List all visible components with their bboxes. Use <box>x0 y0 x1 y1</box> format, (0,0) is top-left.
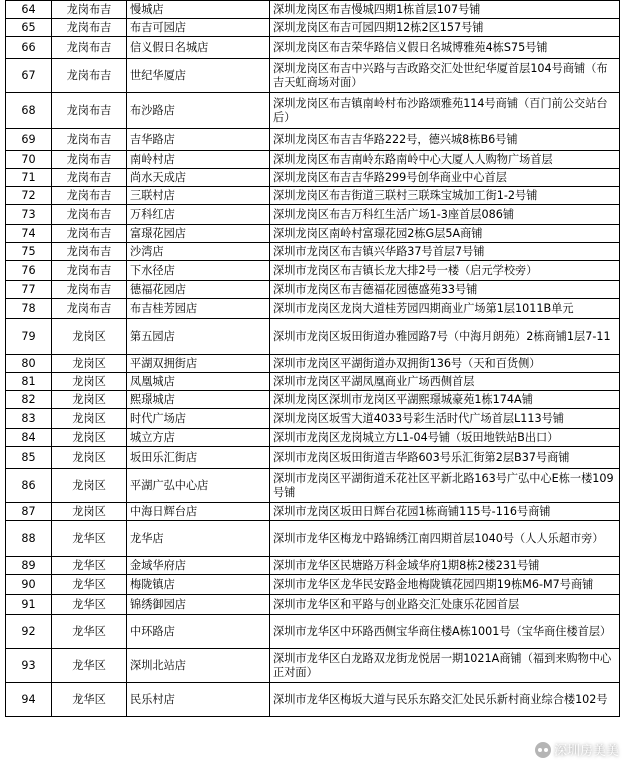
row-address: 深圳龙岗区布吉荣华路信义假日名城博雅苑4栋S75号铺 <box>270 37 620 59</box>
table-row <box>6 615 620 649</box>
table-row <box>6 595 620 615</box>
row-address: 深圳市龙华区龙华民安路金地梅陇镇花园四期19栋M6-M7号商铺 <box>270 575 620 595</box>
row-store-name: 熙璟城店 <box>127 391 270 409</box>
row-area: 龙岗区 <box>52 409 127 429</box>
row-address: 深圳市龙华区民塘路万科金域华府1期8栋2楼231号铺 <box>270 557 620 575</box>
row-number: 75 <box>6 243 52 261</box>
row-area: 龙岗布吉 <box>52 205 127 225</box>
row-address: 深圳市龙岗区龙岗大道桂芳园四期商业广场第1层1011B单元 <box>270 299 620 319</box>
watermark-text: 深圳房美美 <box>553 744 619 759</box>
row-address: 深圳市龙岗区龙岗城立方L1-04号铺（坂田地铁站B出口） <box>270 429 620 447</box>
row-area: 龙岗区 <box>52 373 127 391</box>
table-row <box>6 373 620 391</box>
row-address: 深圳市龙岗区布吉德福花园德盛苑33号铺 <box>270 281 620 299</box>
table-row <box>6 187 620 205</box>
table-row <box>6 429 620 447</box>
row-number: 66 <box>6 37 52 59</box>
table-row <box>6 575 620 595</box>
table-row <box>6 521 620 557</box>
row-area: 龙华区 <box>52 615 127 649</box>
row-area: 龙岗布吉 <box>52 299 127 319</box>
row-store-name: 布吉可园店 <box>127 19 270 37</box>
row-store-name: 金域华府店 <box>127 557 270 575</box>
row-number: 86 <box>6 469 52 503</box>
row-number: 89 <box>6 557 52 575</box>
row-area: 龙岗布吉 <box>52 187 127 205</box>
row-address: 深圳龙岗区布吉吉华路299号创华商业中心首层 <box>270 169 620 187</box>
row-area: 龙岗区 <box>52 469 127 503</box>
row-number: 88 <box>6 521 52 557</box>
row-area: 龙岗区 <box>52 429 127 447</box>
table-row <box>6 299 620 319</box>
table-row <box>6 261 620 281</box>
store-table-body <box>6 1 620 717</box>
table-row <box>6 93 620 129</box>
row-address: 深圳市龙岗区平湖街道禾花社区平新北路163号广弘中心E栋一楼109号铺 <box>270 469 620 503</box>
row-number: 74 <box>6 225 52 243</box>
row-number: 69 <box>6 129 52 151</box>
row-area: 龙华区 <box>52 521 127 557</box>
row-number: 67 <box>6 59 52 93</box>
table-row <box>6 391 620 409</box>
row-address: 深圳市龙岗区坂田日辉台花园1栋商铺115号-116号商铺 <box>270 503 620 521</box>
table-row <box>6 151 620 169</box>
row-store-name: 德福花园店 <box>127 281 270 299</box>
row-address: 深圳龙岗区布吉南岭东路南岭中心大厦人人购物广场首层 <box>270 151 620 169</box>
row-address: 深圳市龙华区和平路与创业路交汇处康乐花园首层 <box>270 595 620 615</box>
row-number: 64 <box>6 1 52 19</box>
row-number: 90 <box>6 575 52 595</box>
row-address: 深圳市龙岗区坂田街道吉华路603号乐汇街第2层B37号商铺 <box>270 447 620 469</box>
row-store-name: 布吉桂芳园店 <box>127 299 270 319</box>
row-address: 深圳龙岗区布吉万科红生活广场1-3座首层086铺 <box>270 205 620 225</box>
row-store-name: 富璟花园店 <box>127 225 270 243</box>
row-area: 龙岗布吉 <box>52 59 127 93</box>
row-area: 龙岗布吉 <box>52 19 127 37</box>
row-store-name: 第五园店 <box>127 319 270 355</box>
row-store-name: 城立方店 <box>127 429 270 447</box>
row-number: 65 <box>6 19 52 37</box>
row-area: 龙岗布吉 <box>52 243 127 261</box>
row-address: 深圳龙岗区布吉慢城四期1栋首层107号铺 <box>270 1 620 19</box>
row-number: 92 <box>6 615 52 649</box>
row-number: 81 <box>6 373 52 391</box>
row-address: 深圳市龙岗区布吉镇长龙大排2号一楼（启元学校旁） <box>270 261 620 281</box>
row-number: 72 <box>6 187 52 205</box>
row-number: 71 <box>6 169 52 187</box>
row-number: 79 <box>6 319 52 355</box>
row-address: 深圳市龙岗区平湖凤凰商业广场西侧首层 <box>270 373 620 391</box>
row-area: 龙岗布吉 <box>52 1 127 19</box>
store-table <box>5 0 620 717</box>
row-area: 龙岗区 <box>52 447 127 469</box>
row-area: 龙华区 <box>52 595 127 615</box>
row-area: 龙岗布吉 <box>52 261 127 281</box>
table-row <box>6 129 620 151</box>
row-area: 龙岗布吉 <box>52 281 127 299</box>
row-store-name: 凤凰城店 <box>127 373 270 391</box>
row-area: 龙岗区 <box>52 391 127 409</box>
row-area: 龙岗布吉 <box>52 169 127 187</box>
row-number: 76 <box>6 261 52 281</box>
table-row <box>6 225 620 243</box>
row-number: 82 <box>6 391 52 409</box>
row-number: 78 <box>6 299 52 319</box>
table-row <box>6 447 620 469</box>
table-row <box>6 469 620 503</box>
row-address: 深圳龙岗区南岭村富璟花园2栋G层5A商铺 <box>270 225 620 243</box>
row-address: 深圳市龙华区中环路西侧宝华商住楼A栋1001号（宝华商住楼首层） <box>270 615 620 649</box>
table-row <box>6 355 620 373</box>
table-row <box>6 409 620 429</box>
row-address: 深圳龙岗区布吉街道三联村三联珠宝城加工街1-2号铺 <box>270 187 620 205</box>
row-number: 80 <box>6 355 52 373</box>
row-address: 深圳龙岗区坂雪大道4033号彩生活时代广场首层L113号铺 <box>270 409 620 429</box>
row-store-name: 万科红店 <box>127 205 270 225</box>
row-address: 深圳市龙华区梅龙中路锦绣江南四期首层1040号（人人乐超市旁） <box>270 521 620 557</box>
table-row <box>6 169 620 187</box>
row-number: 83 <box>6 409 52 429</box>
row-store-name: 平湖双拥街店 <box>127 355 270 373</box>
row-store-name: 世纪华厦店 <box>127 59 270 93</box>
row-address: 深圳市龙华区白龙路双龙街龙悦居一期1021A商铺（福到来购物中心正对面） <box>270 649 620 683</box>
row-address: 深圳龙岗区布吉中兴路与吉政路交汇处世纪华厦首层104号商铺（布吉天虹商场对面） <box>270 59 620 93</box>
row-area: 龙岗布吉 <box>52 93 127 129</box>
row-number: 77 <box>6 281 52 299</box>
row-address: 深圳龙岗区布吉镇南岭村布沙路颂雅苑114号商铺（百门前公交站台后） <box>270 93 620 129</box>
table-row <box>6 557 620 575</box>
row-store-name: 平湖广弘中心店 <box>127 469 270 503</box>
table-row <box>6 1 620 19</box>
row-store-name: 沙湾店 <box>127 243 270 261</box>
row-store-name: 慢城店 <box>127 1 270 19</box>
table-row <box>6 37 620 59</box>
row-address: 深圳市龙岗区坂田街道办雅园路7号（中海月朗苑）2栋商铺1层7-11 <box>270 319 620 355</box>
row-store-name: 尚水天成店 <box>127 169 270 187</box>
row-area: 龙华区 <box>52 683 127 717</box>
row-store-name: 民乐村店 <box>127 683 270 717</box>
row-store-name: 锦绣御园店 <box>127 595 270 615</box>
row-area: 龙岗布吉 <box>52 37 127 59</box>
row-area: 龙岗区 <box>52 319 127 355</box>
row-address: 深圳龙岗区布吉可园四期12栋2区157号铺 <box>270 19 620 37</box>
table-row <box>6 59 620 93</box>
table-row <box>6 683 620 717</box>
table-row <box>6 503 620 521</box>
row-store-name: 下水径店 <box>127 261 270 281</box>
row-store-name: 中海日辉台店 <box>127 503 270 521</box>
row-address: 深圳市龙岗区布吉镇兴华路37号首层7号铺 <box>270 243 620 261</box>
row-store-name: 布沙路店 <box>127 93 270 129</box>
row-store-name: 三联村店 <box>127 187 270 205</box>
row-area: 龙华区 <box>52 557 127 575</box>
wechat-icon <box>535 742 551 758</box>
row-number: 87 <box>6 503 52 521</box>
row-number: 68 <box>6 93 52 129</box>
row-number: 73 <box>6 205 52 225</box>
row-address: 深圳市龙华区梅坂大道与民乐东路交汇处民乐新村商业综合楼102号 <box>270 683 620 717</box>
row-area: 龙岗布吉 <box>52 225 127 243</box>
row-store-name: 吉华路店 <box>127 129 270 151</box>
watermark <box>535 740 619 759</box>
row-area: 龙岗区 <box>52 503 127 521</box>
table-row <box>6 243 620 261</box>
row-store-name: 坂田乐汇街店 <box>127 447 270 469</box>
row-number: 93 <box>6 649 52 683</box>
row-address: 深圳龙岗区深圳市龙岗区平湖熙璟城豪苑1栋174A铺 <box>270 391 620 409</box>
table-row <box>6 319 620 355</box>
row-address: 深圳龙岗区布吉吉华路222号，德兴城8栋B6号铺 <box>270 129 620 151</box>
row-number: 91 <box>6 595 52 615</box>
row-area: 龙岗布吉 <box>52 129 127 151</box>
table-row <box>6 649 620 683</box>
table-row <box>6 205 620 225</box>
row-store-name: 信义假日名城店 <box>127 37 270 59</box>
row-area: 龙岗布吉 <box>52 151 127 169</box>
row-store-name: 梅陇镇店 <box>127 575 270 595</box>
row-store-name: 时代广场店 <box>127 409 270 429</box>
table-row <box>6 281 620 299</box>
row-area: 龙岗区 <box>52 355 127 373</box>
row-store-name: 南岭村店 <box>127 151 270 169</box>
row-number: 70 <box>6 151 52 169</box>
row-area: 龙华区 <box>52 575 127 595</box>
row-store-name: 中环路店 <box>127 615 270 649</box>
row-store-name: 深圳北站店 <box>127 649 270 683</box>
row-number: 84 <box>6 429 52 447</box>
row-area: 龙华区 <box>52 649 127 683</box>
row-number: 94 <box>6 683 52 717</box>
table-row <box>6 19 620 37</box>
row-number: 85 <box>6 447 52 469</box>
row-store-name: 龙华店 <box>127 521 270 557</box>
row-address: 深圳市龙岗区平湖街道办双拥街136号（天和百货侧） <box>270 355 620 373</box>
